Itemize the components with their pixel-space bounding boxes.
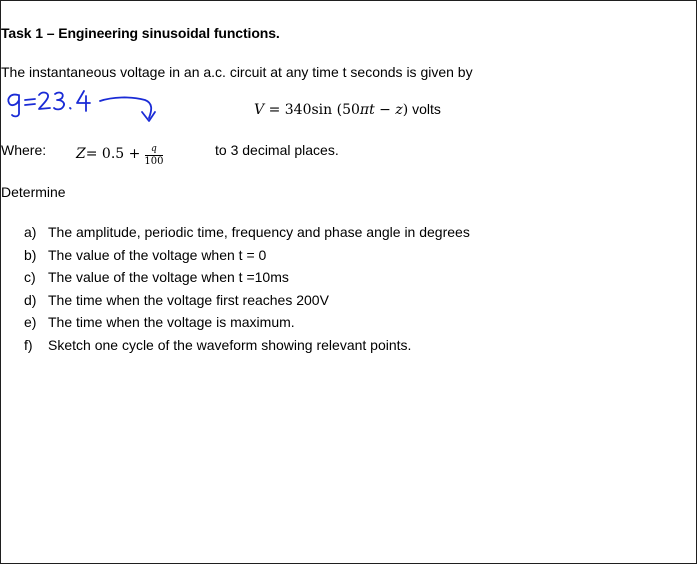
task-title: Task 1 – Engineering sinusoidal functions. (1, 25, 280, 41)
list-marker: a) (24, 224, 37, 240)
intro-paragraph: The instantaneous voltage in an a.c. circuit at any time t seconds is given by (1, 64, 473, 80)
task-list (24, 223, 470, 358)
list-item (24, 223, 470, 246)
list-item (24, 268, 470, 291)
z-constant: = 0.5 + (85, 146, 141, 162)
handwritten-q-value-ink (4, 86, 174, 134)
list-item-text: Sketch one cycle of the waveform showing relevant points. (48, 336, 412, 353)
list-item (24, 291, 470, 314)
list-item-text: The value of the voltage when t =10ms (48, 269, 289, 285)
list-item-text: The time when the voltage first reaches 200V (48, 291, 329, 308)
list-marker: e) (24, 314, 37, 330)
equation-amplitude-part: = 340sin (50 (264, 102, 360, 118)
q-over-100-fraction (144, 144, 163, 168)
handwritten-note (4, 86, 174, 134)
list-marker: f) (24, 336, 33, 353)
fraction-numerator: q (145, 144, 163, 156)
equation-units: volts (408, 101, 441, 117)
equation-z: z (395, 102, 403, 118)
list-item (24, 313, 470, 336)
z-variable: Z (76, 146, 86, 162)
list-marker: c) (24, 269, 36, 285)
list-item-text: The amplitude, periodic time, frequency and phase angle in degrees (48, 224, 470, 240)
list-marker: d) (24, 291, 37, 308)
list-marker: b) (24, 246, 37, 263)
list-item-text: The value of the voltage when t = 0 (48, 246, 267, 263)
z-expression (76, 142, 163, 166)
equation-pi-t: πt (359, 102, 375, 118)
voltage-equation (254, 101, 441, 118)
list-item (24, 336, 470, 359)
determine-heading: Determine (1, 184, 66, 200)
list-item (24, 246, 470, 269)
equation-minus: − (374, 102, 396, 118)
decimal-places-note: to 3 decimal places. (215, 142, 339, 158)
where-label: Where: (1, 142, 47, 158)
list-item-text: The time when the voltage is maximum. (48, 314, 295, 330)
equation-v: V (254, 102, 265, 118)
fraction-denominator: 100 (144, 156, 164, 167)
equation-close-paren: ) (402, 102, 409, 118)
